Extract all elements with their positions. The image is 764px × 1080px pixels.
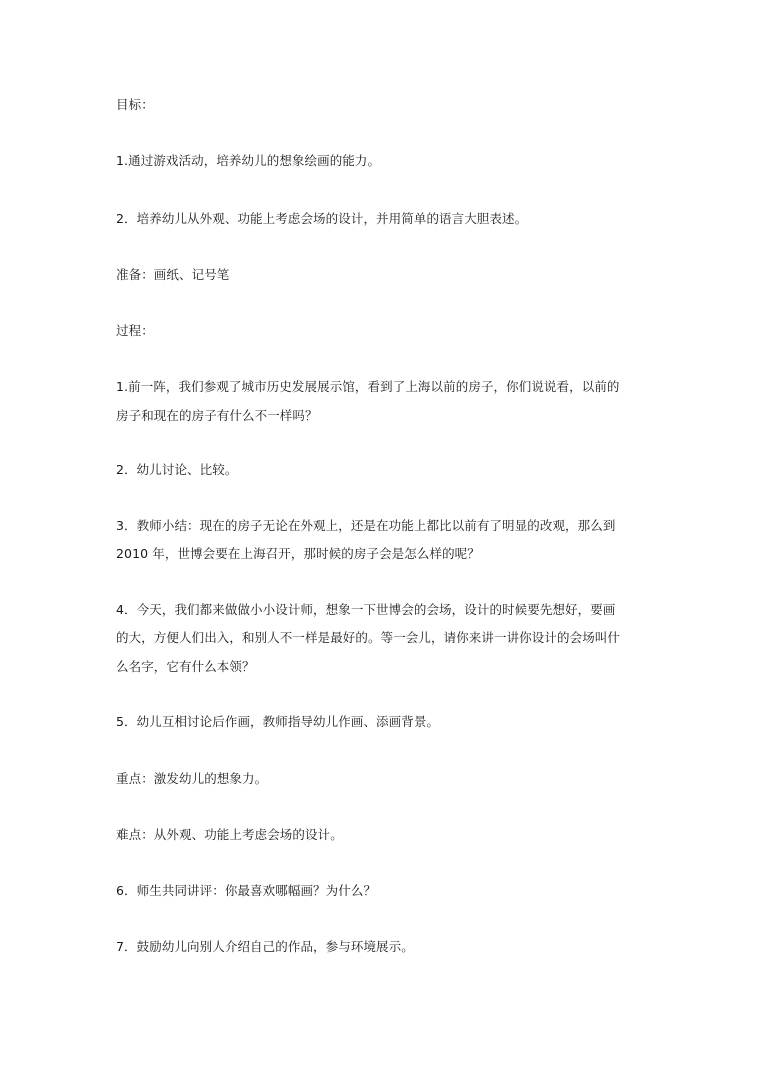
process-item-3-line-2: 2010 年，世博会要在上海召开，那时候的房子会是怎么样的呢？ [116, 546, 480, 561]
process-item-6: 6．师生共同讲评：你最喜欢哪幅画？为什么？ [116, 883, 377, 898]
difficulty-line: 难点：从外观、功能上考虑会场的设计。 [116, 827, 343, 842]
process-item-5: 5．幼儿互相讨论后作画，教师指导幼儿作画、添画背景。 [116, 714, 440, 729]
goal-item-2: 2．培养幼儿从外观、功能上考虑会场的设计，并用简单的语言大胆表述。 [116, 211, 528, 226]
process-item-1-line-2: 房子和现在的房子有什么不一样吗？ [116, 408, 318, 423]
heading-process: 过程： [116, 323, 154, 338]
process-item-2: 2．幼儿讨论、比较。 [116, 462, 238, 477]
preparation-line: 准备：画纸、记号笔 [116, 267, 230, 282]
process-item-1-line-1: 1.前一阵，我们参观了城市历史发展展示馆，看到了上海以前的房子，你们说说看，以前的 [116, 379, 620, 394]
process-item-4-line-2: 的大，方便人们出入，和别人不一样是最好的。等一会儿，请你来讲一讲你设计的会场叫什 [116, 630, 621, 645]
process-item-7: 7．鼓励幼儿向别人介绍自己的作品，参与环境展示。 [116, 939, 414, 954]
process-item-4-line-1: 4．今天，我们都来做做小小设计师，想象一下世博会的会场，设计的时候要先想好，要画 [116, 602, 616, 617]
process-item-3-line-1: 3．教师小结：现在的房子无论在外观上，还是在功能上都比以前有了明显的改观，那么到 [116, 518, 616, 533]
process-item-4-line-3: 么名字，它有什么本领？ [116, 659, 255, 674]
goal-item-1: 1.通过游戏活动，培养幼儿的想象绘画的能力。 [116, 153, 381, 168]
key-point-line: 重点：激发幼儿的想象力。 [116, 771, 268, 786]
heading-goals: 目标： [116, 97, 154, 112]
